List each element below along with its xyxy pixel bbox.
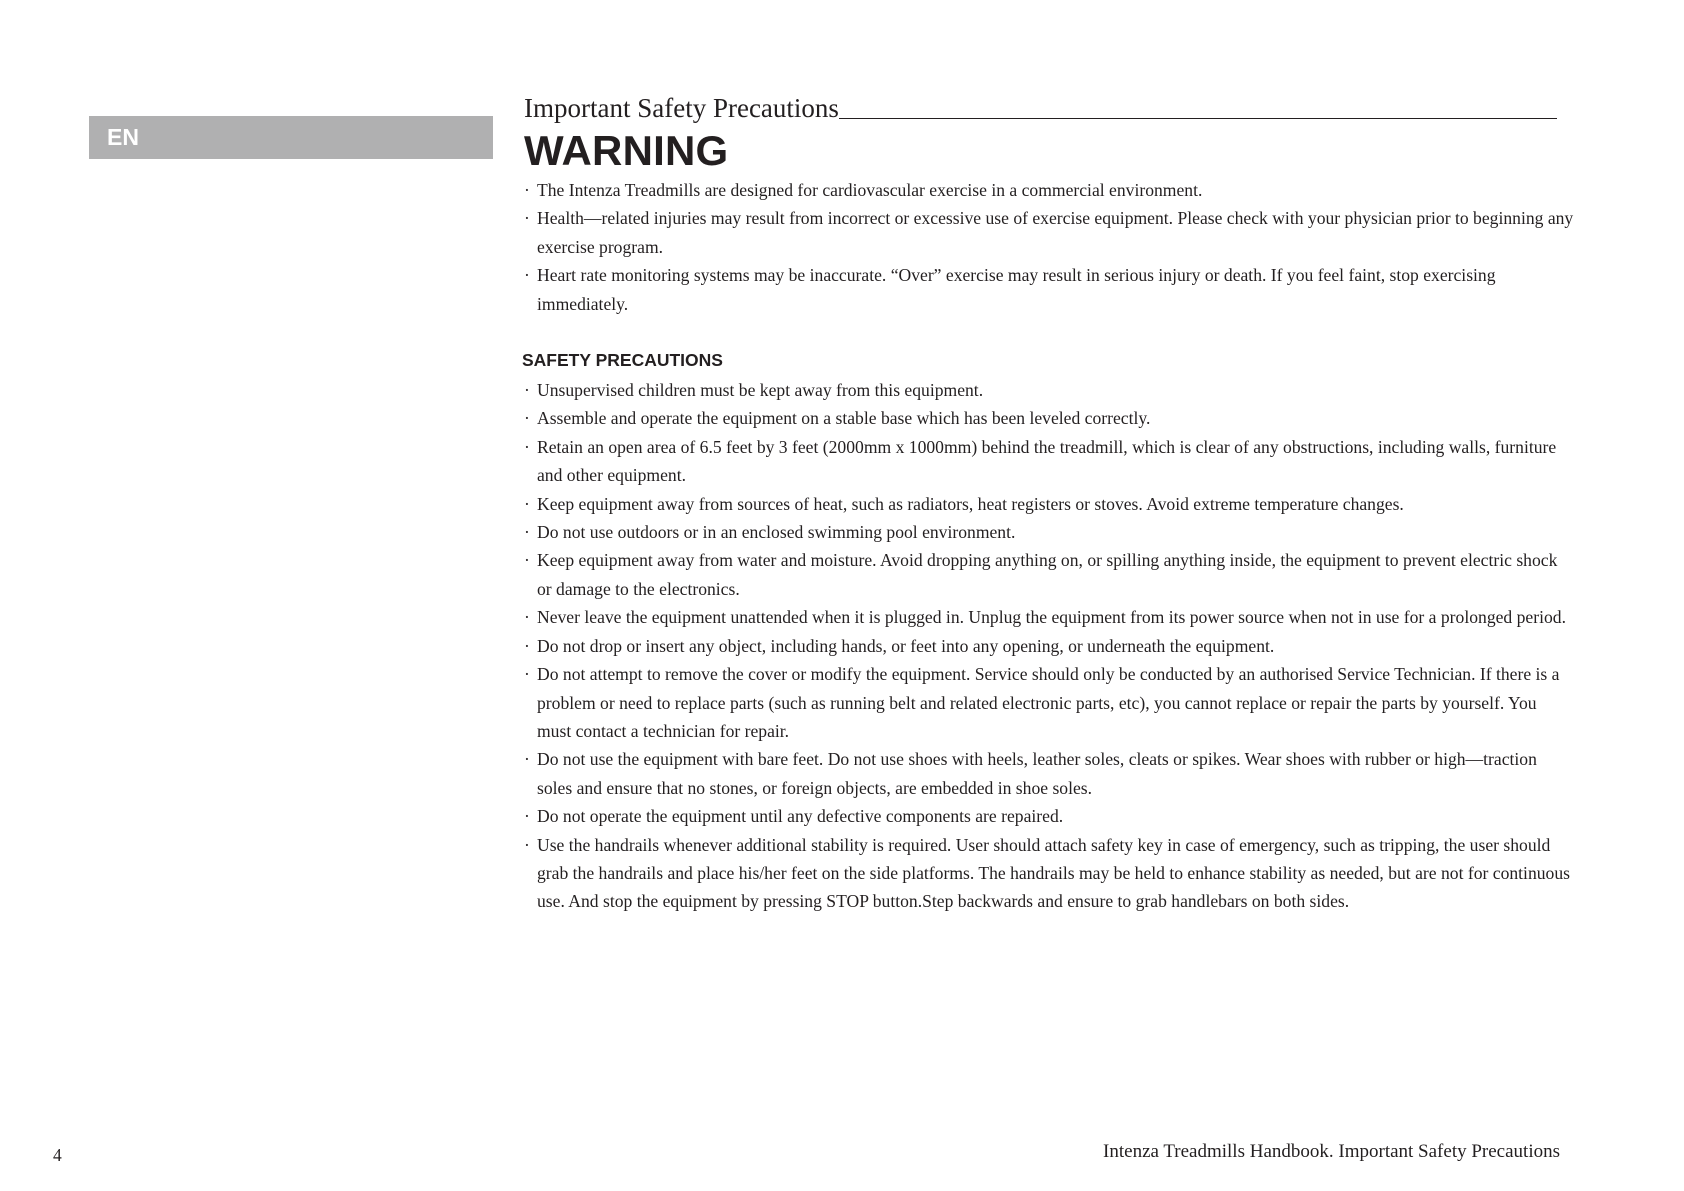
warning-title: WARNING [524, 127, 729, 174]
safety-item: · Keep equipment away from water and moisture. Avoid dropping anything on, or spilling anything inside, the equipment to prevent electric shock or damage to the electronics. [524, 546, 1574, 603]
safety-precautions-heading: SAFETY PRECAUTIONS [522, 350, 723, 371]
warning-item: · Health—related injuries may result from incorrect or excessive use of exercise equipment. Please check with your physician prior to beginning any exercise program. [524, 204, 1574, 261]
safety-item: · Do not use the equipment with bare feet. Do not use shoes with heels, leather soles, cleats or spikes. Wear shoes with rubber or high—traction soles and ensure that no stones, or foreign objects, are embedded in shoe soles. [524, 745, 1574, 802]
footer-text: Intenza Treadmills Handbook. Important Safety Precautions [1103, 1141, 1560, 1162]
safety-item: · Use the handrails whenever additional stability is required. User should attach safety key in case of emergency, such as tripping, the user should grab the handrails and place his/her feet on the side platforms. The handrails may be held to enhance stability as needed, but are not for continuous use. And stop the equipment by pressing STOP button.Step backwards and ensure to grab handlebars on both sides. [524, 831, 1574, 916]
page-number: 4 [53, 1145, 62, 1165]
safety-item: · Keep equipment away from sources of heat, such as radiators, heat registers or stoves. Avoid extreme temperature changes. [524, 490, 1574, 518]
safety-item: · Do not operate the equipment until any defective components are repaired. [524, 802, 1574, 830]
safety-item: · Retain an open area of 6.5 feet by 3 feet (2000mm x 1000mm) behind the treadmill, which is clear of any obstructions, including walls, furniture and other equipment. [524, 433, 1574, 490]
section-heading [524, 88, 1574, 123]
safety-item: · Do not drop or insert any object, including hands, or feet into any opening, or underneath the equipment. [524, 632, 1574, 660]
heading-rule [839, 118, 1557, 119]
safety-item: · Assemble and operate the equipment on a stable base which has been leveled correctly. [524, 404, 1574, 432]
warning-list [524, 176, 1574, 318]
warning-item: · Heart rate monitoring systems may be inaccurate. “Over” exercise may result in serious injury or death. If you feel faint, stop exercising immediately. [524, 261, 1574, 318]
main-content [524, 88, 1574, 916]
section-title: Important Safety Precautions [524, 93, 839, 123]
warning-item: · The Intenza Treadmills are designed for cardiovascular exercise in a commercial environment. [524, 176, 1574, 204]
language-tab: EN [89, 116, 493, 159]
safety-item: · Do not use outdoors or in an enclosed swimming pool environment. [524, 518, 1574, 546]
safety-item: · Do not attempt to remove the cover or modify the equipment. Service should only be conducted by an authorised Service Technician. If there is a problem or need to replace parts (such as running belt and related electronic parts, etc), you cannot replace or repair the parts by yourself. You must contact a technician for repair. [524, 660, 1574, 745]
safety-list [524, 376, 1574, 916]
safety-item: · Unsupervised children must be kept away from this equipment. [524, 376, 1574, 404]
safety-item: · Never leave the equipment unattended when it is plugged in. Unplug the equipment from its power source when not in use for a prolonged period. [524, 603, 1574, 631]
